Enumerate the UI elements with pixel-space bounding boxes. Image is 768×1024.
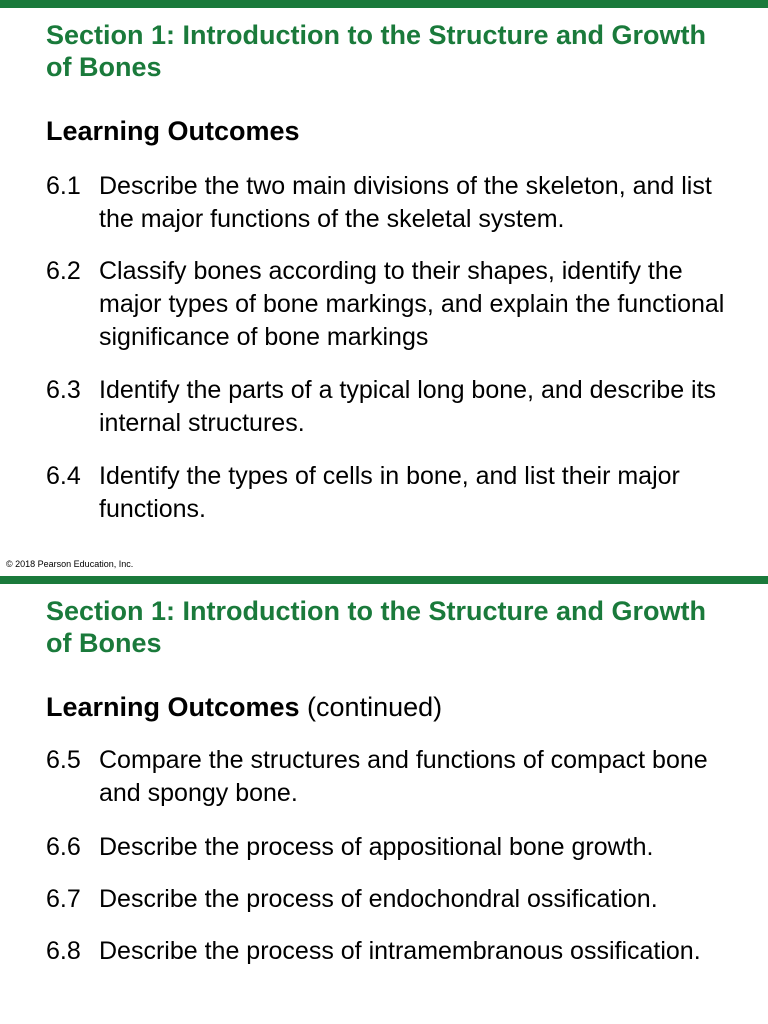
slide-title: Section 1: Introduction to the Structure and Growth of Bones: [46, 20, 706, 82]
outcome-number: 6.1: [46, 172, 81, 200]
outcome-item: [46, 883, 746, 916]
outcome-number: 6.4: [46, 462, 81, 490]
outcome-text: Identify the types of cells in bone, and list their major functions.: [99, 462, 680, 523]
outcome-text: Describe the process of intramembranous ossification.: [99, 937, 701, 965]
subtitle-bold: Learning Outcomes: [46, 692, 300, 722]
outcome-number: 6.2: [46, 257, 81, 285]
outcome-number: 6.5: [46, 746, 81, 774]
slide-top-bar: [0, 576, 768, 584]
outcome-item: [46, 460, 746, 526]
subtitle-continued: (continued): [299, 692, 443, 722]
slide-2: [0, 576, 768, 1024]
outcome-item: [46, 831, 746, 864]
outcome-number: 6.6: [46, 833, 81, 861]
outcome-item: [46, 255, 746, 354]
outcome-number: 6.3: [46, 376, 81, 404]
outcome-text: Describe the process of endochondral ossification.: [99, 885, 658, 913]
outcome-item: [46, 744, 746, 810]
outcome-item: [46, 935, 746, 968]
copyright-notice: © 2018 Pearson Education, Inc.: [6, 559, 134, 569]
outcome-text: Compare the structures and functions of compact bone and spongy bone.: [99, 746, 708, 807]
outcome-text: Classify bones according to their shapes, identify the major types of bone markings, and explain the functional significance of bone markings: [99, 257, 725, 351]
slide-top-bar: [0, 0, 768, 8]
slide-subtitle: [46, 691, 442, 723]
outcome-text: Describe the process of appositional bone growth.: [99, 833, 654, 861]
outcome-number: 6.8: [46, 937, 81, 965]
subtitle-bold: Learning Outcomes: [46, 116, 300, 146]
outcome-item: [46, 374, 746, 440]
slide-title: Section 1: Introduction to the Structure and Growth of Bones: [46, 596, 706, 658]
outcome-item: [46, 170, 746, 236]
outcome-number: 6.7: [46, 885, 81, 913]
outcome-text: Identify the parts of a typical long bone, and describe its internal structures.: [99, 376, 717, 437]
slide-subtitle: [46, 115, 300, 147]
outcome-text: Describe the two main divisions of the skeleton, and list the major functions of the skeletal system.: [99, 172, 712, 233]
